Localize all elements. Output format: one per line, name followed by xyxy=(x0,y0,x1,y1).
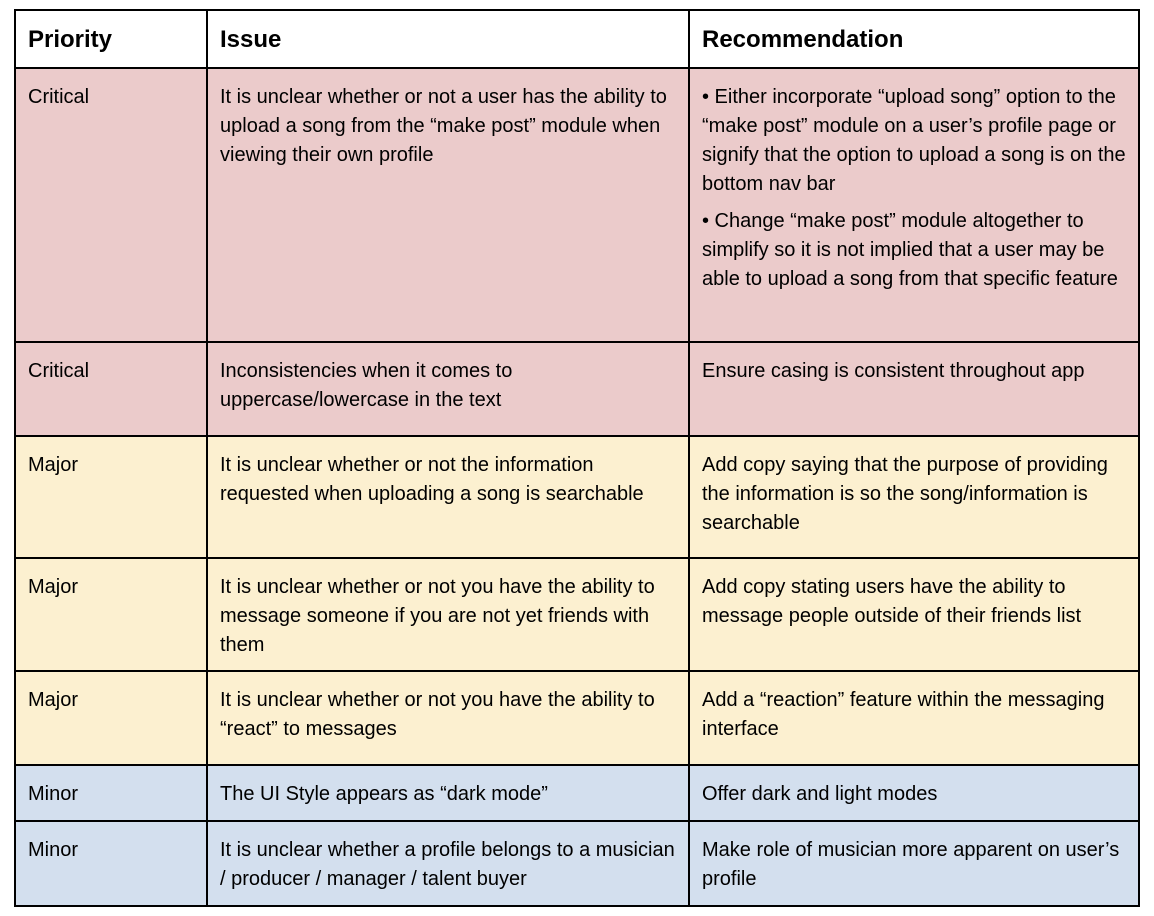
recommendation-cell xyxy=(689,342,1139,436)
recommendation-bullet: • Either incorporate “upload song” option to the “make post” module on a user’s profile page or signify that the option to upload a song is on the bottom nav bar xyxy=(702,86,1126,195)
issue-cell: It is unclear whether or not you have the ability to “react” to messages xyxy=(207,671,689,765)
recommendation-text: Add copy stating users have the ability to message people outside of their friends list xyxy=(702,576,1082,627)
table-row xyxy=(15,765,1139,821)
issue-cell: It is unclear whether or not the information requested when uploading a song is searchable xyxy=(207,436,689,558)
recommendation-text: Add a “reaction” feature within the messaging interface xyxy=(702,689,1105,740)
recommendation-cell xyxy=(689,68,1139,342)
table-row xyxy=(15,671,1139,765)
recommendation-cell xyxy=(689,765,1139,821)
issue-cell: Inconsistencies when it comes to uppercase/lowercase in the text xyxy=(207,342,689,436)
recommendation-cell xyxy=(689,821,1139,906)
recommendation-text: Offer dark and light modes xyxy=(702,783,938,805)
table-header-row xyxy=(15,10,1139,68)
issue-cell: It is unclear whether or not a user has the ability to upload a song from the “make post” module when viewing their own profile xyxy=(207,68,689,342)
table-row xyxy=(15,821,1139,906)
priority-cell: Critical xyxy=(15,342,207,436)
header-recommendation: Recommendation xyxy=(689,10,1139,68)
table-row xyxy=(15,68,1139,342)
usability-findings-table xyxy=(14,9,1140,907)
header-issue: Issue xyxy=(207,10,689,68)
recommendation-cell xyxy=(689,671,1139,765)
recommendation-text: Make role of musician more apparent on user’s profile xyxy=(702,839,1120,890)
issue-cell: The UI Style appears as “dark mode” xyxy=(207,765,689,821)
priority-cell: Major xyxy=(15,558,207,671)
priority-cell: Minor xyxy=(15,821,207,906)
recommendation-text: Ensure casing is consistent throughout app xyxy=(702,360,1085,382)
table-row xyxy=(15,342,1139,436)
priority-cell: Major xyxy=(15,671,207,765)
table-row xyxy=(15,436,1139,558)
recommendation-cell xyxy=(689,558,1139,671)
recommendation-bullet: • Change “make post” module altogether to simplify so it is not implied that a user may be able to upload a song from that specific feature xyxy=(702,210,1118,290)
priority-cell: Major xyxy=(15,436,207,558)
table-row xyxy=(15,558,1139,671)
recommendation-cell xyxy=(689,436,1139,558)
priority-cell: Minor xyxy=(15,765,207,821)
issue-cell: It is unclear whether or not you have the ability to message someone if you are not yet friends with them xyxy=(207,558,689,671)
header-priority: Priority xyxy=(15,10,207,68)
issue-cell: It is unclear whether a profile belongs to a musician / producer / manager / talent buyer xyxy=(207,821,689,906)
recommendation-text: Add copy saying that the purpose of providing the information is so the song/information is searchable xyxy=(702,454,1108,534)
priority-cell: Critical xyxy=(15,68,207,342)
